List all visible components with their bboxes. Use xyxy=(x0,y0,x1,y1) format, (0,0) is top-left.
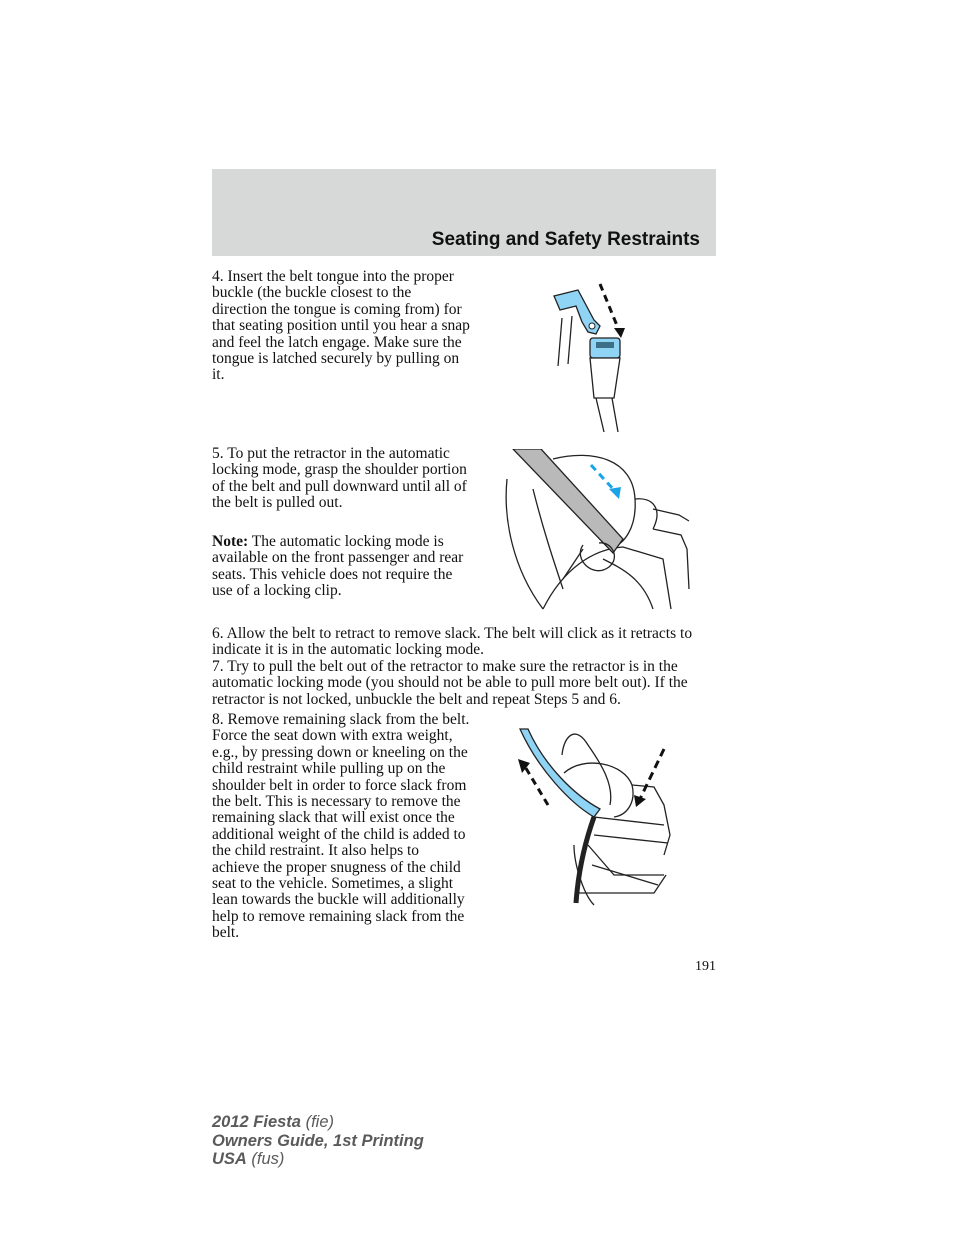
step-7-text: 7. Try to pull the belt out of the retractor to make sure the retractor is in the automatic locking mode (you should not be able to pull more belt out). If the retractor is not locked, unbuckle the belt and repeat Steps 5 and 6. xyxy=(212,658,688,708)
note-paragraph xyxy=(212,534,470,600)
step-4-text: 4. Insert the belt tongue into the proper buckle (the buckle closest to the direction the tongue is coming from) for that seating position until you hear a snap and feel the latch engage. Make sure the tongue is latched securely by pulling on it. xyxy=(212,268,470,384)
shoulder-belt xyxy=(520,729,600,817)
buckle xyxy=(590,338,620,432)
insert-arrow xyxy=(600,284,618,328)
footer-market-code: (fus) xyxy=(246,1150,285,1168)
footer-model: 2012 Fiesta xyxy=(212,1113,301,1131)
section-header-band xyxy=(212,169,716,256)
press-down-arrow xyxy=(640,749,664,799)
pull-arrow-head xyxy=(609,487,621,499)
step-6-text: 6. Allow the belt to retract to remove slack. The belt will click as it retracts to indicate it is in the automatic locking mode. xyxy=(212,625,693,659)
page-number: 191 xyxy=(695,959,716,974)
insert-arrow-head xyxy=(614,328,625,338)
footer-line-2: Owners Guide, 1st Printing xyxy=(212,1131,424,1150)
note-label: Note: xyxy=(212,533,249,550)
shoulder-belt-pull-illustration xyxy=(503,449,691,611)
step-8-text: 8. Remove remaining slack from the belt. Force the seat down with extra weight, e.g., by pressing down or kneeling on the child restraint while pulling up on the shoulder belt in order to force slack from the belt. This is necessary to remove the remaining slack that will exist once the additional weight of the child is added to the child restraint. It also helps to achieve the proper snugness of the child seat to the vehicle. Sometimes, a slight lean towards the buckle will additionally help to remove remaining slack from the belt. xyxy=(212,711,470,942)
child-seat-slack-illustration xyxy=(514,725,674,908)
footer-model-code: (fie) xyxy=(300,1113,334,1131)
footer xyxy=(212,1113,424,1169)
shoulder-belt xyxy=(513,449,623,553)
belt-tongue-buckle-illustration xyxy=(548,276,638,434)
section-title: Seating and Safety Restraints xyxy=(431,229,700,250)
footer-line-3 xyxy=(212,1150,424,1169)
note-text: The automatic locking mode is available on the front passenger and rear seats. This vehicle does not require the use of a locking clip. xyxy=(212,533,464,600)
belt-webbing xyxy=(558,316,572,366)
footer-market: USA xyxy=(212,1150,247,1168)
step-5-text: 5. To put the retractor in the automatic locking mode, grasp the shoulder portion of the belt and pull downward until all of the belt is pulled out. xyxy=(212,445,467,512)
footer-line-1 xyxy=(212,1113,424,1132)
pull-arrow xyxy=(591,465,615,491)
